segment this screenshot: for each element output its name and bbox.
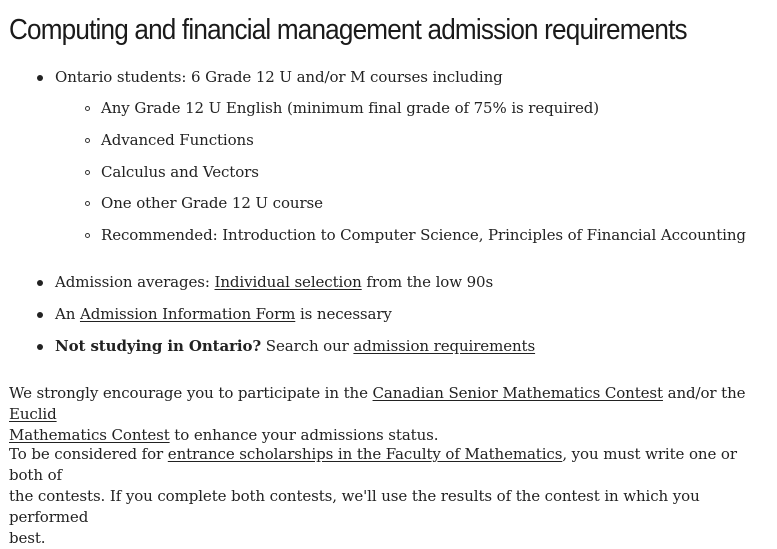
- outside-ontario-text: Search our: [261, 337, 354, 355]
- sub-bullet-icon: [85, 233, 90, 238]
- course-item: Advanced Functions: [101, 131, 254, 149]
- bullet-icon: [37, 75, 43, 81]
- contest-paragraph: [9, 383, 759, 446]
- admission-form-item: [55, 304, 392, 324]
- euclid-link-part-1: Euclid: [9, 405, 57, 423]
- form-prefix: An: [55, 305, 80, 323]
- course-item: One other Grade 12 U course: [101, 194, 323, 212]
- averages-prefix: Admission averages:: [55, 273, 215, 291]
- sub-bullet-icon: [85, 170, 90, 175]
- course-item: Recommended: Introduction to Computer Science, Principles of Financial Accounting: [101, 226, 746, 244]
- scholarship-text-4: best.: [9, 529, 46, 547]
- outside-ontario-item: [55, 336, 535, 356]
- scholarship-text-2: , you must write one or both of: [9, 445, 737, 484]
- page-title: Computing and financial management admission requirements: [9, 14, 687, 46]
- sub-bullet-icon: [85, 201, 90, 206]
- euclid-link[interactable]: [9, 405, 170, 444]
- averages-suffix: from the low 90s: [361, 273, 494, 291]
- ontario-requirement: Ontario students: 6 Grade 12 U and/or M courses including: [55, 68, 503, 86]
- individual-selection-link[interactable]: Individual selection: [214, 273, 362, 291]
- bullet-icon: [37, 280, 43, 286]
- entrance-scholarships-link[interactable]: entrance scholarships in the Faculty of Mathematics: [167, 445, 563, 463]
- outside-ontario-label: Not studying in Ontario?: [55, 337, 262, 355]
- csmc-link[interactable]: Canadian Senior Mathematics Contest: [372, 384, 663, 402]
- scholarship-paragraph: [9, 444, 759, 549]
- sub-bullet-icon: [85, 106, 90, 111]
- form-suffix: is necessary: [295, 305, 392, 323]
- course-item: Calculus and Vectors: [101, 163, 259, 181]
- scholarship-text-1: To be considered for: [9, 445, 168, 463]
- course-item: Any Grade 12 U English (minimum final grade of 75% is required): [101, 99, 599, 117]
- admission-averages-item: [55, 272, 493, 292]
- admission-requirements-link[interactable]: admission requirements: [353, 337, 536, 355]
- euclid-link-part-2: Mathematics Contest: [9, 426, 170, 444]
- contest-text-2: and/or the: [662, 384, 746, 402]
- bullet-icon: [37, 312, 43, 318]
- admission-information-form-link[interactable]: Admission Information Form: [79, 305, 296, 323]
- bullet-icon: [37, 344, 43, 350]
- contest-text-1: We strongly encourage you to participate in the: [9, 384, 373, 402]
- scholarship-text-3: the contests. If you complete both contests, we'll use the results of the contest in which you performed: [9, 487, 700, 526]
- contest-text-3: to enhance your admissions status.: [169, 426, 439, 444]
- sub-bullet-icon: [85, 138, 90, 143]
